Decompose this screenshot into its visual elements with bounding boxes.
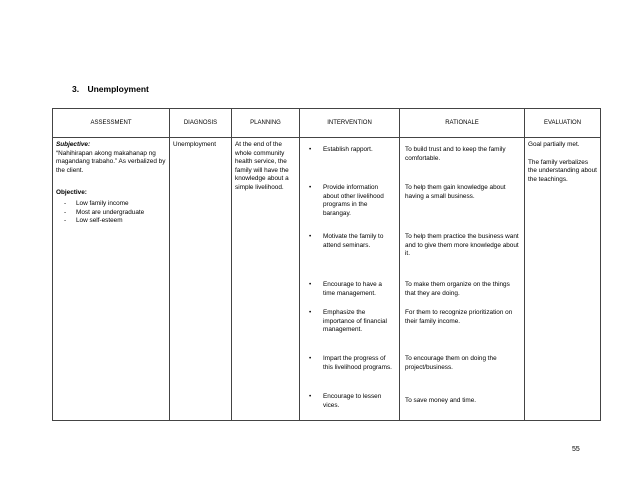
rationale-cell	[400, 138, 525, 421]
intervention-item: • Encourage to lessen vices.	[309, 393, 382, 409]
section-heading	[72, 84, 149, 94]
subjective-text: “Nahihirapan akong makahanap ng magandang trabaho.” As verbalized by the client.	[56, 149, 166, 174]
evaluation-line-1: Goal partially met.	[528, 141, 580, 148]
rationale-item: To help them practice the business want and to give them more knowledge about it.	[405, 233, 519, 258]
rationale-item: For them to recognize prioritization on their family income.	[405, 309, 513, 325]
list-item: - Low self-esteem	[76, 217, 166, 226]
planning-cell: At the end of the whole community health service, the family will have the knowledge about a simple livelihood.	[232, 138, 300, 421]
section-title: Unemployment	[87, 84, 149, 94]
intervention-item: • Impart the progress of this livelihood programs.	[309, 355, 392, 371]
header-evaluation: EVALUATION	[525, 109, 601, 138]
list-item: - Low family income	[76, 200, 166, 209]
intervention-item: • Provide information about other livelihood programs in the barangay.	[309, 184, 384, 217]
rationale-item: To build trust and to keep the family comfortable.	[405, 146, 506, 162]
header-rationale: RATIONALE	[400, 109, 525, 138]
evaluation-line-2: The family verbalizes the understanding about the teachings.	[528, 158, 597, 183]
subjective-label: Subjective:	[56, 141, 91, 148]
list-item: - Most are undergraduate	[76, 209, 166, 218]
objective-label: Objective:	[56, 189, 87, 197]
page-number: 55	[572, 446, 580, 453]
rationale-item: To make them organize on the things that they are doing.	[405, 281, 510, 297]
section-number: 3.	[72, 84, 80, 94]
intervention-item: • Encourage to have a time management.	[309, 281, 382, 297]
assessment-cell	[53, 138, 170, 421]
rationale-item: To encourage them on doing the project/business.	[405, 355, 497, 371]
objective-list	[56, 200, 166, 226]
evaluation-cell	[525, 138, 601, 421]
header-planning: PLANNING	[232, 109, 300, 138]
header-assessment: ASSESSMENT	[53, 109, 170, 138]
intervention-cell	[300, 138, 400, 421]
nursing-care-plan-table	[52, 108, 601, 421]
header-diagnosis: DIAGNOSIS	[170, 109, 232, 138]
table-row	[53, 138, 601, 421]
rationale-item: To save money and time.	[405, 397, 477, 404]
intervention-item: • Motivate the family to attend seminars.	[309, 233, 384, 249]
intervention-item: • Establish rapport.	[309, 146, 373, 153]
intervention-item: • Emphasize the importance of financial management.	[309, 309, 387, 334]
diagnosis-cell: Unemployment	[170, 138, 232, 421]
rationale-item: To help them gain knowledge about having a small business.	[405, 184, 506, 200]
header-intervention: INTERVENTION	[300, 109, 400, 138]
table-header-row	[53, 109, 601, 138]
